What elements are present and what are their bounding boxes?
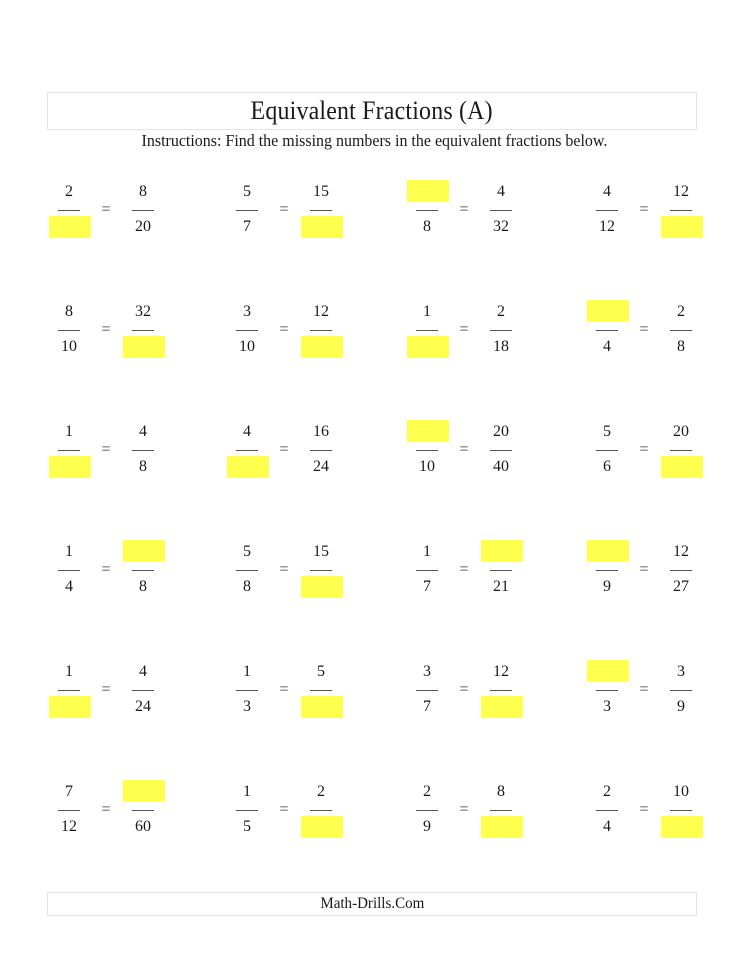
numerator-blank[interactable]: [585, 540, 629, 564]
problem-2-1: [47, 292, 217, 372]
problem-5-4: [585, 652, 749, 732]
problem-6-3: [405, 772, 575, 852]
numerator: 5: [603, 423, 611, 440]
equals-sign: =: [639, 321, 649, 338]
problem-3-3: [405, 412, 575, 492]
numerator: 15: [313, 183, 329, 200]
answer-blank[interactable]: [407, 180, 449, 202]
denominator: 6: [603, 458, 611, 475]
fraction-bar: [490, 690, 512, 691]
left-fraction: [585, 292, 629, 372]
numerator: 4: [603, 183, 611, 200]
numerator: 1: [243, 783, 251, 800]
equals-sign: =: [459, 681, 469, 698]
numerator: 1: [423, 543, 431, 560]
denominator-blank[interactable]: [299, 335, 343, 359]
denominator: 8: [139, 578, 147, 595]
equals-sign: =: [279, 201, 289, 218]
fraction-bar: [596, 570, 618, 571]
fraction-bar: [236, 810, 258, 811]
fraction-bar: [132, 450, 154, 451]
problem-3-1: [47, 412, 217, 492]
fraction-bar: [58, 690, 80, 691]
denominator: 24: [135, 698, 151, 715]
denominator: 9: [677, 698, 685, 715]
fraction-bar: [416, 450, 438, 451]
denominator: 3: [603, 698, 611, 715]
problem-2-4: [585, 292, 749, 372]
denominator: 8: [423, 218, 431, 235]
right-fraction: [299, 172, 343, 252]
fraction-bar: [132, 690, 154, 691]
answer-blank[interactable]: [407, 336, 449, 358]
problem-4-4: [585, 532, 749, 612]
numerator: 20: [673, 423, 689, 440]
problem-1-1: [47, 172, 217, 252]
equals-sign: =: [639, 801, 649, 818]
answer-blank[interactable]: [49, 696, 91, 718]
numerator: 1: [65, 663, 73, 680]
equals-sign: =: [101, 201, 111, 218]
problem-3-2: [225, 412, 395, 492]
equals-sign: =: [279, 441, 289, 458]
numerator: 1: [243, 663, 251, 680]
numerator: 4: [139, 663, 147, 680]
right-fraction: [479, 172, 523, 252]
denominator: 40: [493, 458, 509, 475]
denominator: 18: [493, 338, 509, 355]
fraction-bar: [236, 450, 258, 451]
title-box: [47, 92, 697, 130]
right-fraction: [659, 292, 703, 372]
denominator: 8: [139, 458, 147, 475]
answer-blank[interactable]: [301, 696, 343, 718]
denominator: 20: [135, 218, 151, 235]
right-fraction: [659, 412, 703, 492]
fraction-bar: [670, 330, 692, 331]
page-title: Equivalent Fractions (A): [250, 96, 494, 125]
denominator: 12: [599, 218, 615, 235]
left-fraction: [225, 772, 269, 852]
answer-blank[interactable]: [49, 456, 91, 478]
denominator-blank[interactable]: [299, 215, 343, 239]
fraction-bar: [416, 810, 438, 811]
fraction-bar: [58, 210, 80, 211]
numerator: 3: [423, 663, 431, 680]
problem-2-3: [405, 292, 575, 372]
numerator-blank[interactable]: [585, 660, 629, 684]
denominator-blank[interactable]: [479, 815, 523, 839]
answer-blank[interactable]: [407, 420, 449, 442]
denominator: 60: [135, 818, 151, 835]
equals-sign: =: [459, 441, 469, 458]
numerator: 8: [139, 183, 147, 200]
problem-6-2: [225, 772, 395, 852]
denominator: 21: [493, 578, 509, 595]
left-fraction: [405, 172, 449, 252]
numerator-blank[interactable]: [585, 300, 629, 324]
fraction-bar: [58, 450, 80, 451]
fraction-bar: [596, 450, 618, 451]
numerator-blank[interactable]: [121, 540, 165, 564]
denominator: 4: [603, 338, 611, 355]
left-fraction: [585, 652, 629, 732]
fraction-bar: [416, 570, 438, 571]
right-fraction: [299, 772, 343, 852]
right-fraction: [121, 532, 165, 612]
numerator: 12: [493, 663, 509, 680]
denominator: 5: [243, 818, 251, 835]
left-fraction: [405, 772, 449, 852]
left-fraction: [47, 172, 91, 252]
denominator: 9: [603, 578, 611, 595]
fraction-bar: [490, 810, 512, 811]
left-fraction: [585, 772, 629, 852]
numerator: 12: [673, 543, 689, 560]
answer-blank[interactable]: [661, 216, 703, 238]
numerator: 3: [243, 303, 251, 320]
left-fraction: [47, 412, 91, 492]
denominator-blank[interactable]: [659, 455, 703, 479]
equals-sign: =: [279, 801, 289, 818]
right-fraction: [121, 772, 165, 852]
problem-1-3: [405, 172, 575, 252]
left-fraction: [585, 532, 629, 612]
fraction-bar: [236, 570, 258, 571]
fraction-bar: [490, 570, 512, 571]
numerator: 20: [493, 423, 509, 440]
numerator: 5: [243, 183, 251, 200]
equals-sign: =: [459, 561, 469, 578]
answer-blank[interactable]: [587, 540, 629, 562]
problem-5-1: [47, 652, 217, 732]
fraction-bar: [490, 450, 512, 451]
denominator: 7: [243, 218, 251, 235]
numerator: 2: [317, 783, 325, 800]
numerator: 8: [497, 783, 505, 800]
numerator-blank[interactable]: [479, 540, 523, 564]
left-fraction: [47, 772, 91, 852]
answer-blank[interactable]: [123, 540, 165, 562]
answer-blank[interactable]: [49, 216, 91, 238]
right-fraction: [121, 412, 165, 492]
left-fraction: [405, 412, 449, 492]
fraction-bar: [310, 690, 332, 691]
problem-4-3: [405, 532, 575, 612]
answer-blank[interactable]: [481, 540, 523, 562]
denominator-blank[interactable]: [659, 215, 703, 239]
numerator-blank[interactable]: [121, 780, 165, 804]
equals-sign: =: [101, 321, 111, 338]
left-fraction: [225, 652, 269, 732]
denominator-blank[interactable]: [405, 335, 449, 359]
equals-sign: =: [101, 441, 111, 458]
denominator: 9: [423, 818, 431, 835]
fraction-bar: [490, 330, 512, 331]
fraction-bar: [596, 210, 618, 211]
left-fraction: [405, 652, 449, 732]
fraction-bar: [58, 810, 80, 811]
fraction-bar: [236, 210, 258, 211]
numerator: 1: [423, 303, 431, 320]
denominator-blank[interactable]: [299, 695, 343, 719]
numerator: 16: [313, 423, 329, 440]
right-fraction: [479, 652, 523, 732]
numerator: 5: [317, 663, 325, 680]
right-fraction: [479, 772, 523, 852]
denominator: 32: [493, 218, 509, 235]
numerator: 1: [65, 543, 73, 560]
right-fraction: [121, 652, 165, 732]
problem-2-2: [225, 292, 395, 372]
fraction-bar: [236, 330, 258, 331]
equals-sign: =: [279, 321, 289, 338]
denominator-blank[interactable]: [47, 695, 91, 719]
problem-6-4: [585, 772, 749, 852]
fraction-bar: [670, 690, 692, 691]
fraction-bar: [58, 330, 80, 331]
answer-blank[interactable]: [123, 336, 165, 358]
problem-1-2: [225, 172, 395, 252]
numerator: 2: [423, 783, 431, 800]
problem-5-2: [225, 652, 395, 732]
numerator: 12: [673, 183, 689, 200]
equals-sign: =: [101, 561, 111, 578]
denominator-blank[interactable]: [299, 815, 343, 839]
problem-6-1: [47, 772, 217, 852]
answer-blank[interactable]: [301, 216, 343, 238]
equals-sign: =: [279, 561, 289, 578]
denominator: 8: [243, 578, 251, 595]
numerator: 10: [673, 783, 689, 800]
denominator-blank[interactable]: [479, 695, 523, 719]
fraction-bar: [132, 330, 154, 331]
equals-sign: =: [101, 801, 111, 818]
numerator-blank[interactable]: [405, 420, 449, 444]
equals-sign: =: [459, 201, 469, 218]
right-fraction: [659, 172, 703, 252]
numerator: 12: [313, 303, 329, 320]
answer-blank[interactable]: [481, 696, 523, 718]
denominator: 8: [677, 338, 685, 355]
numerator: 2: [677, 303, 685, 320]
fraction-bar: [310, 330, 332, 331]
right-fraction: [479, 292, 523, 372]
left-fraction: [225, 292, 269, 372]
right-fraction: [299, 532, 343, 612]
right-fraction: [299, 652, 343, 732]
numerator: 8: [65, 303, 73, 320]
answer-blank[interactable]: [227, 456, 269, 478]
fraction-bar: [670, 210, 692, 211]
left-fraction: [585, 172, 629, 252]
fraction-bar: [596, 330, 618, 331]
denominator-blank[interactable]: [659, 815, 703, 839]
fraction-bar: [416, 330, 438, 331]
denominator-blank[interactable]: [299, 575, 343, 599]
denominator: 12: [61, 818, 77, 835]
right-fraction: [121, 172, 165, 252]
left-fraction: [585, 412, 629, 492]
answer-blank[interactable]: [661, 816, 703, 838]
left-fraction: [405, 292, 449, 372]
problem-3-4: [585, 412, 749, 492]
answer-blank[interactable]: [587, 660, 629, 682]
equals-sign: =: [639, 201, 649, 218]
numerator: 15: [313, 543, 329, 560]
answer-blank[interactable]: [301, 576, 343, 598]
fraction-bar: [132, 210, 154, 211]
equals-sign: =: [279, 681, 289, 698]
problem-1-4: [585, 172, 749, 252]
answer-blank[interactable]: [301, 816, 343, 838]
fraction-bar: [670, 570, 692, 571]
denominator: 4: [65, 578, 73, 595]
denominator-blank[interactable]: [225, 455, 269, 479]
right-fraction: [659, 532, 703, 612]
fraction-bar: [236, 690, 258, 691]
numerator: 3: [677, 663, 685, 680]
denominator-blank[interactable]: [47, 215, 91, 239]
left-fraction: [225, 172, 269, 252]
denominator: 27: [673, 578, 689, 595]
problem-4-1: [47, 532, 217, 612]
fraction-bar: [596, 690, 618, 691]
fraction-bar: [58, 570, 80, 571]
right-fraction: [299, 292, 343, 372]
fraction-bar: [310, 210, 332, 211]
left-fraction: [225, 532, 269, 612]
numerator: 5: [243, 543, 251, 560]
equals-sign: =: [639, 681, 649, 698]
denominator: 3: [243, 698, 251, 715]
denominator-blank[interactable]: [121, 335, 165, 359]
right-fraction: [659, 652, 703, 732]
answer-blank[interactable]: [587, 300, 629, 322]
answer-blank[interactable]: [481, 816, 523, 838]
equals-sign: =: [101, 681, 111, 698]
denominator-blank[interactable]: [47, 455, 91, 479]
left-fraction: [225, 412, 269, 492]
answer-blank[interactable]: [123, 780, 165, 802]
numerator: 2: [497, 303, 505, 320]
left-fraction: [47, 292, 91, 372]
answer-blank[interactable]: [661, 456, 703, 478]
denominator: 10: [61, 338, 77, 355]
equals-sign: =: [639, 441, 649, 458]
problem-4-2: [225, 532, 395, 612]
denominator: 10: [239, 338, 255, 355]
numerator: 4: [497, 183, 505, 200]
instructions: Instructions: Find the missing numbers in the equivalent fractions below.: [141, 131, 608, 150]
numerator: 7: [65, 783, 73, 800]
right-fraction: [479, 412, 523, 492]
denominator: 7: [423, 698, 431, 715]
equals-sign: =: [459, 801, 469, 818]
right-fraction: [479, 532, 523, 612]
right-fraction: [121, 292, 165, 372]
fraction-bar: [596, 810, 618, 811]
fraction-bar: [310, 450, 332, 451]
fraction-bar: [490, 210, 512, 211]
left-fraction: [47, 532, 91, 612]
right-fraction: [659, 772, 703, 852]
denominator: 4: [603, 818, 611, 835]
numerator: 2: [65, 183, 73, 200]
equals-sign: =: [459, 321, 469, 338]
left-fraction: [405, 532, 449, 612]
numerator: 4: [243, 423, 251, 440]
fraction-bar: [132, 810, 154, 811]
answer-blank[interactable]: [301, 336, 343, 358]
footer-credit: Math-Drills.Com: [319, 895, 425, 912]
numerator: 1: [65, 423, 73, 440]
equals-sign: =: [639, 561, 649, 578]
denominator: 24: [313, 458, 329, 475]
footer-box: [47, 892, 697, 916]
fraction-bar: [670, 450, 692, 451]
numerator: 32: [135, 303, 151, 320]
problem-5-3: [405, 652, 575, 732]
denominator: 7: [423, 578, 431, 595]
fraction-bar: [310, 810, 332, 811]
left-fraction: [47, 652, 91, 732]
numerator-blank[interactable]: [405, 180, 449, 204]
numerator: 4: [139, 423, 147, 440]
numerator: 2: [603, 783, 611, 800]
fraction-bar: [416, 690, 438, 691]
fraction-bar: [310, 570, 332, 571]
right-fraction: [299, 412, 343, 492]
fraction-bar: [416, 210, 438, 211]
denominator: 10: [419, 458, 435, 475]
fraction-bar: [132, 570, 154, 571]
fraction-bar: [670, 810, 692, 811]
